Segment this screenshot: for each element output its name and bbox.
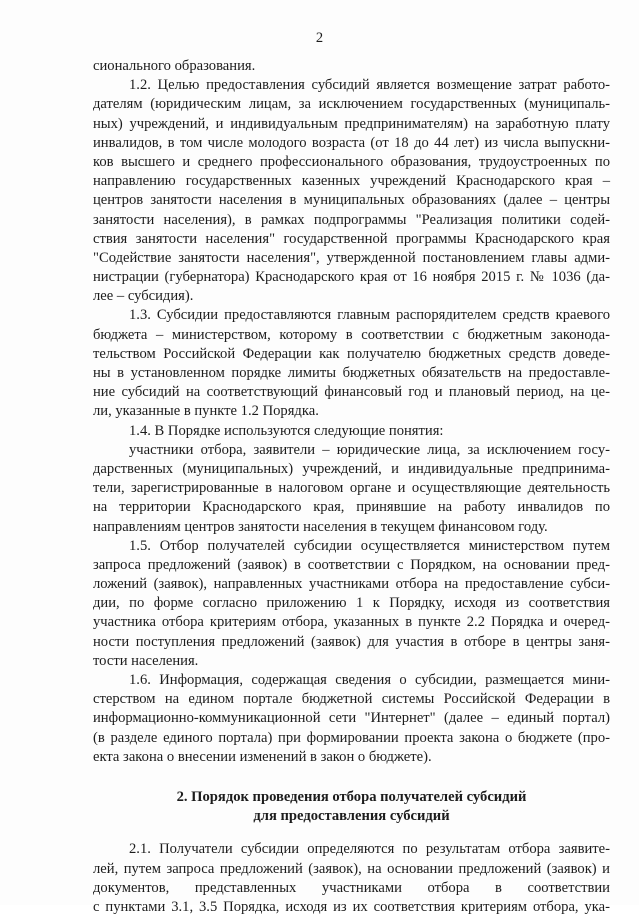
text-line: 1.3. Субсидии предоставляются главным распорядителем средств краевого	[129, 307, 610, 324]
paragraph-1-6	[93, 671, 610, 767]
text-line: участники отбора, заявители – юридические лица, за исключением госу-	[129, 441, 610, 458]
section-heading-line: для предоставления субсидий	[253, 808, 450, 825]
text-line: дателям (юридическим лицам, за исключением государственных (муниципаль-	[93, 96, 610, 113]
text-line: ны в установленном порядке лимиты бюджетных обязательств на предоставле-	[93, 365, 610, 381]
paragraph-continuation: сионального образования.	[93, 58, 256, 74]
text-line: тели, зарегистрированные в налоговом органе и осуществляющие деятельность	[93, 480, 610, 497]
text-line: дарственных (муниципальных) учреждений, и индивидуальные предпринима-	[93, 460, 610, 477]
page-number: 2	[315, 30, 324, 46]
text-line: "Содействие занятости населения", утвержденной постановлением главы адми-	[93, 249, 610, 266]
text-line: стерством на едином портале бюджетной системы Российской Федерации в	[93, 691, 610, 708]
text-line: 2.1. Получатели субсидии определяются по результатам отбора заявите-	[129, 841, 610, 858]
text-line: занятости населения), в рамках подпрограммы "Реализация политики содей-	[93, 211, 610, 228]
paragraph-1-5	[93, 537, 610, 671]
paragraph-2-1	[93, 840, 610, 917]
text-line: лее – субсидия).	[93, 288, 194, 305]
text-line: ние субсидий на соответствующий финансовый год и плановый период, на це-	[93, 384, 610, 401]
text-line: тости населения.	[93, 652, 199, 669]
text-line: запроса предложений (заявок) в соответствии с Порядком, на основании пред-	[93, 556, 610, 573]
text-line: направлению государственных казенных учреждений Краснодарского края –	[93, 173, 610, 190]
text-line: екта закона о внесении изменений в закон о бюджете).	[93, 748, 432, 765]
paragraph-1-4	[93, 422, 610, 441]
text-line: нистрации (губернатора) Краснодарского края от 16 ноября 2015 г. № 1036 (да-	[93, 269, 610, 286]
text-line: бюджета – министерством, которому в соответствии с бюджетным законода-	[93, 326, 610, 343]
text-line: дии, по форме согласно приложению 1 к Порядку, исходя из соответствия	[93, 595, 610, 612]
text-line: с пунктами 3.1, 3.5 Порядка, исходя из их соответствия критериям отбора, ука-	[93, 898, 610, 915]
text-line: центров занятости населения в муниципальных образованиях (далее – центры	[93, 192, 610, 209]
text-line: документов, представленных участниками отбора в соответствии	[93, 879, 610, 896]
text-line: ствия занятости населения" государственной программы Краснодарского края	[93, 230, 610, 247]
text-line: 1.2. Целью предоставления субсидий является возмещение затрат работо-	[129, 77, 610, 94]
text-line: 1.4. В Порядке используются следующие понятия:	[129, 422, 444, 439]
paragraph-1-2	[93, 76, 610, 306]
text-line: лей, путем запроса предложений (заявок), на основании предложений (заявок) и	[93, 860, 610, 877]
text-line: ности поступления предложений (заявок) для участия в отборе в центры заня-	[93, 633, 610, 650]
section-heading-line: 2. Порядок проведения отбора получателей субсидий	[176, 788, 527, 805]
text-line: ли, указанные в пункте 1.2 Порядка.	[93, 403, 319, 420]
text-line: (в разделе единого портала) при формировании проекта закона о бюджете (про-	[93, 729, 610, 746]
text-line: информационно-коммуникационной сети "Интернет" (далее – единый портал)	[93, 710, 610, 727]
paragraph-definitions	[93, 441, 610, 537]
text-line: 1.5. Отбор получателей субсидии осуществляется министерством путем	[129, 537, 610, 554]
text-line: направлениям центров занятости населения в текущем финансовом году.	[93, 518, 548, 535]
text-line: ложений (заявок), направленных участниками отбора на предоставление субси-	[93, 576, 610, 593]
text-line: ков высшего и среднего профессионального образования, трудоустроенных по	[93, 153, 610, 170]
text-line: 1.6. Информация, содержащая сведения о субсидии, размещается мини-	[129, 672, 610, 688]
text-line: ных) учреждений, и индивидуальным предпринимателям) на заработную плату	[93, 115, 610, 132]
text-line: на территории Краснодарского края, принявшие на работу инвалидов по	[93, 499, 610, 516]
text-line: тельством Российской Федерации как получателю бюджетных средств доведе-	[93, 345, 610, 362]
section-heading	[93, 788, 610, 826]
document-body	[93, 57, 610, 917]
paragraph-1-3	[93, 306, 610, 421]
text-line: инвалидов, в том числе молодого возраста (от 18 до 44 лет) из числа выпускни-	[93, 134, 610, 151]
text-line: участника отбора критериям отбора, указанных в пункте 2.2 Порядка и очеред-	[93, 614, 610, 631]
